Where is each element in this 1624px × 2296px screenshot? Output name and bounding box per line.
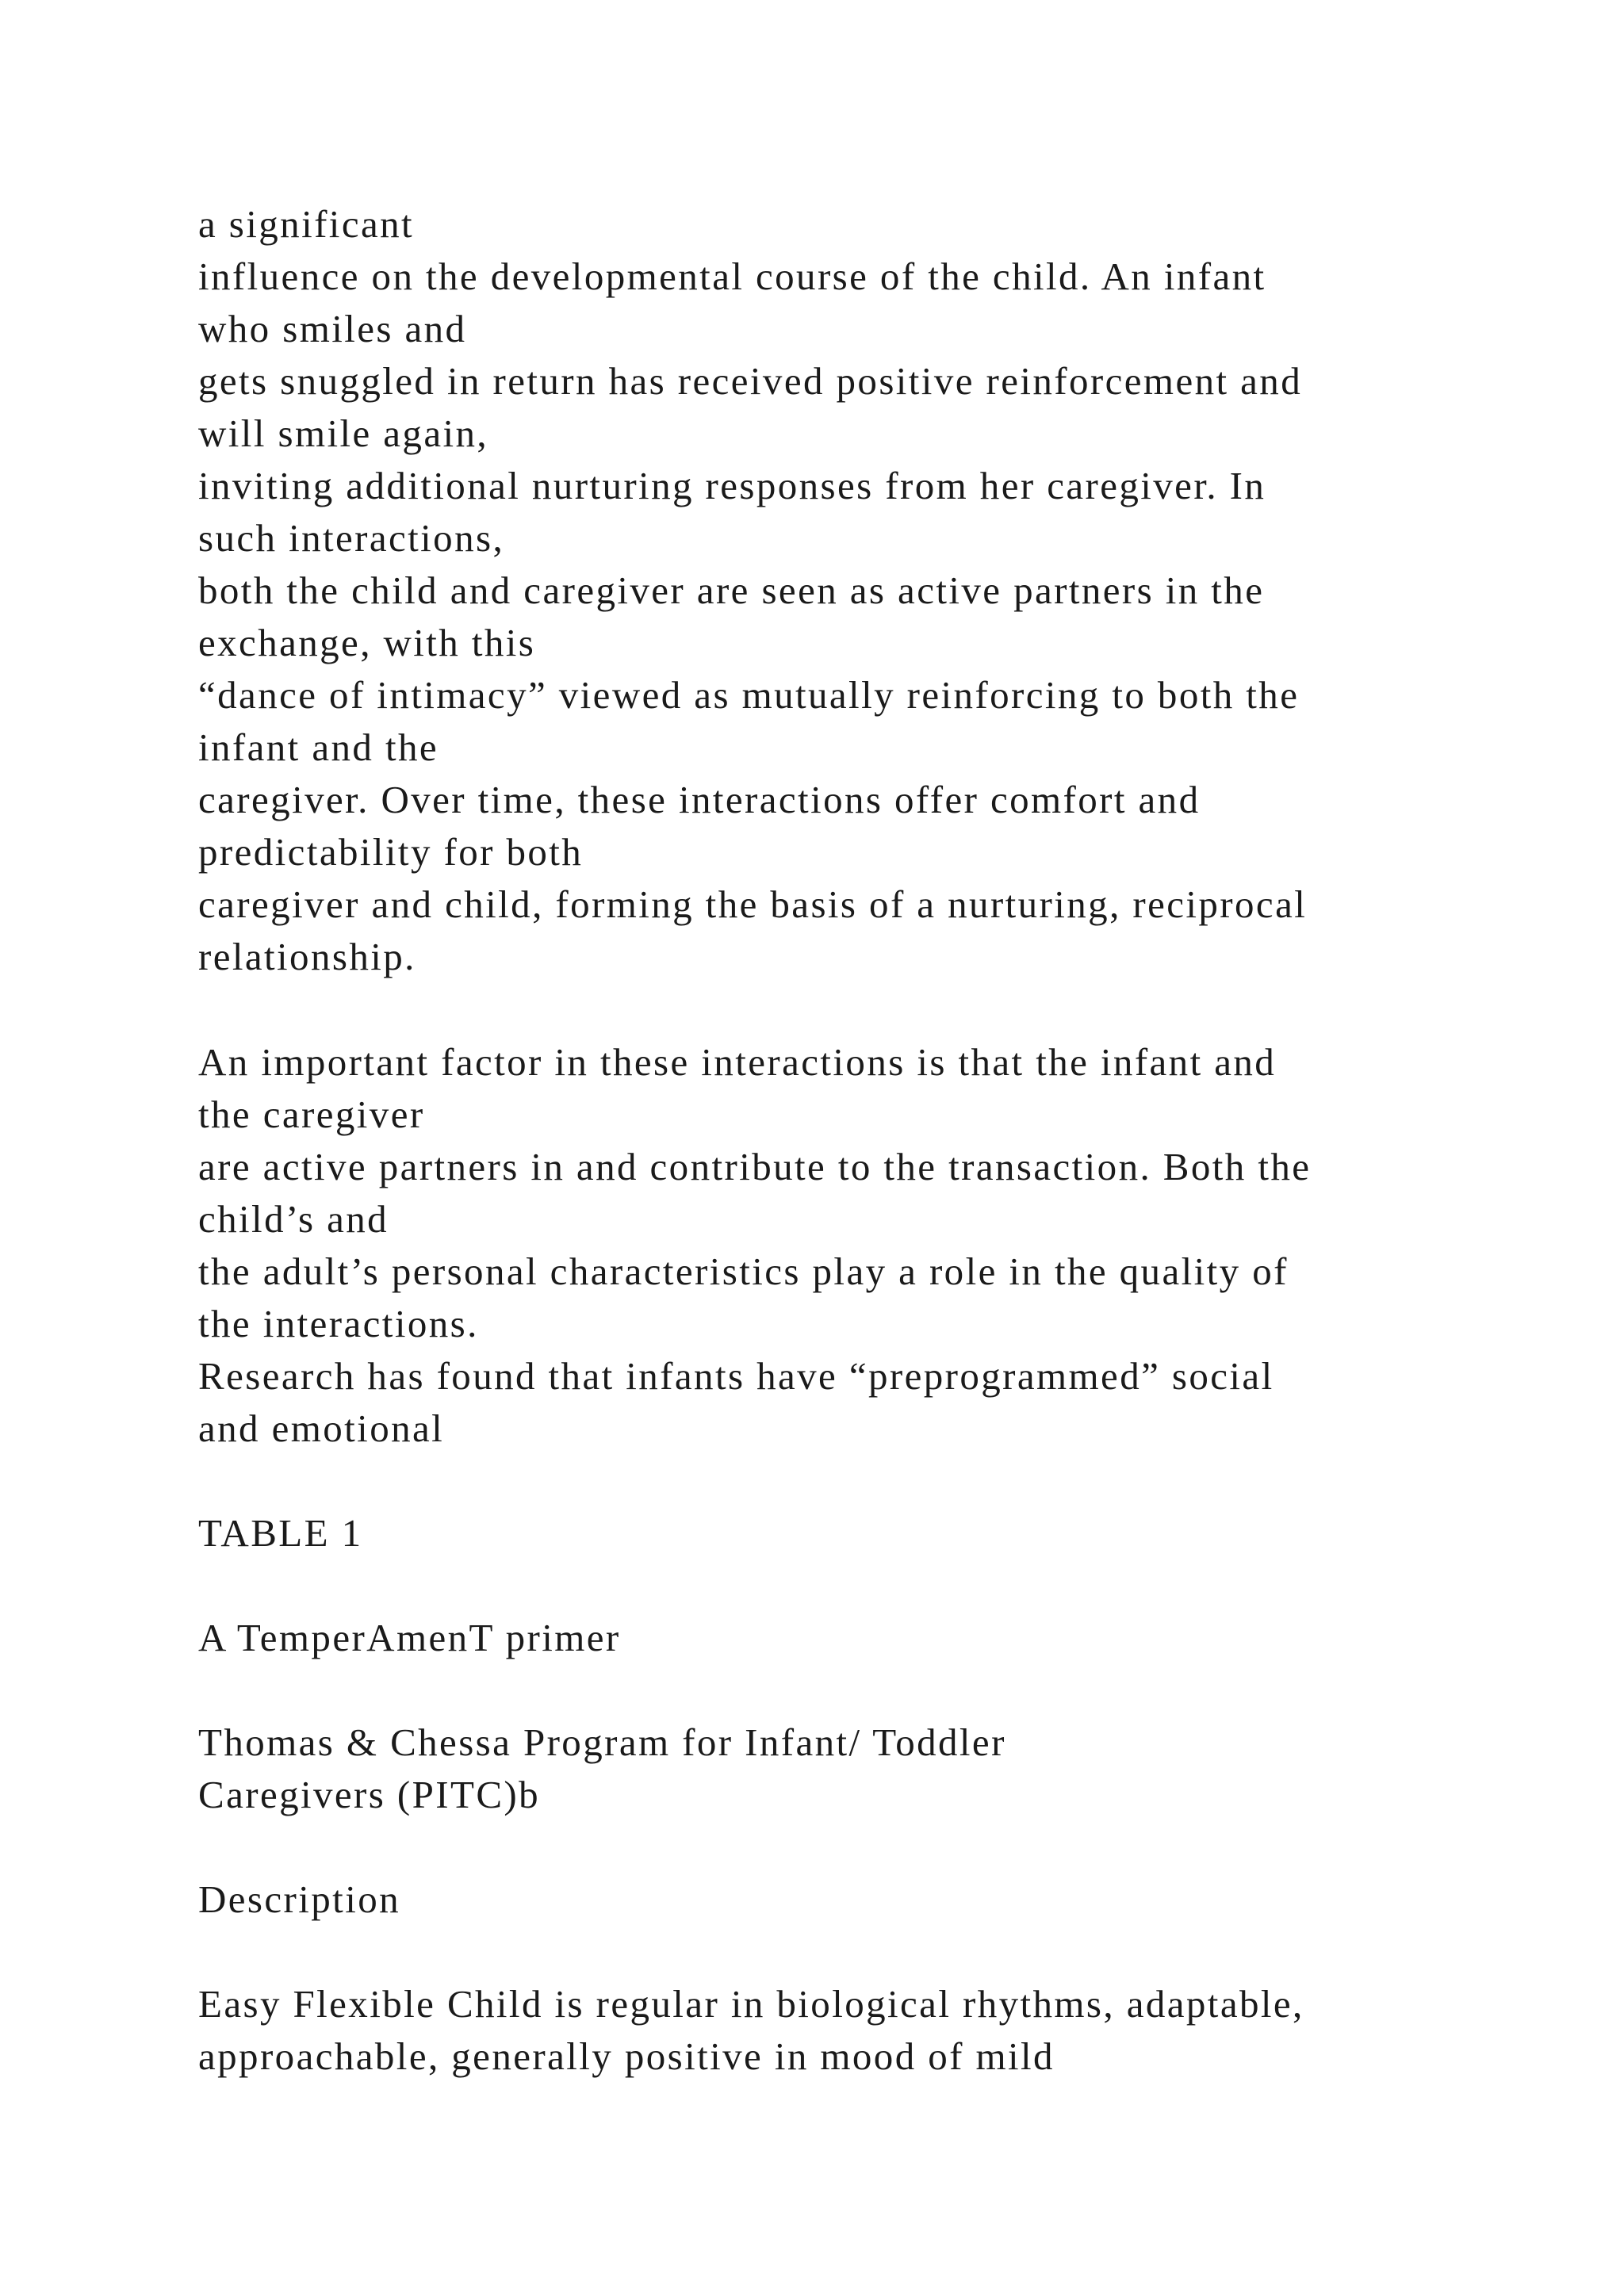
text-line: who smiles and <box>198 307 467 350</box>
text-line: the interactions. <box>198 1302 479 1345</box>
text-line: relationship. <box>198 935 416 978</box>
text-line: An important factor in these interactions is that the infant and <box>198 1040 1277 1084</box>
text-line: exchange, with this <box>198 621 536 664</box>
text-line: “dance of intimacy” viewed as mutually reinforcing to both the <box>198 673 1300 717</box>
table-cell-text: approachable, generally positive in mood of mild <box>198 2034 1055 2078</box>
text-line: influence on the developmental course of the child. An infant <box>198 254 1266 298</box>
text-line: gets snuggled in return has received positive reinforcement and <box>198 359 1303 403</box>
text-line: caregiver and child, forming the basis of a nurturing, reciprocal <box>198 882 1308 926</box>
text-line: caregiver. Over time, these interactions offer comfort and <box>198 778 1201 821</box>
text-line: a significant <box>198 202 415 246</box>
text-line: are active partners in and contribute to the transaction. Both the <box>198 1145 1312 1188</box>
table-column-header: Thomas & Chessa Program for Infant/ Toddler <box>198 1720 1006 1764</box>
text-line: the caregiver <box>198 1093 425 1136</box>
table-column-header: Description <box>198 1877 401 1921</box>
table-column-header: Caregivers (PITC)b <box>198 1773 541 1816</box>
text-line: Research has found that infants have “preprogrammed” social <box>198 1354 1274 1398</box>
text-line: infant and the <box>198 725 439 769</box>
text-line: inviting additional nurturing responses from her caregiver. In <box>198 464 1266 507</box>
text-line: predictability for both <box>198 830 584 874</box>
text-line: child’s and <box>198 1197 389 1241</box>
text-line: the adult’s personal characteristics play a role in the quality of <box>198 1249 1289 1293</box>
table-label: TABLE 1 <box>198 1511 363 1555</box>
text-line: and emotional <box>198 1406 445 1450</box>
table-title: A TemperAmenT primer <box>198 1616 621 1659</box>
table-cell-text: Easy Flexible Child is regular in biological rhythms, adaptable, <box>198 1982 1304 2026</box>
text-line: both the child and caregiver are seen as active partners in the <box>198 568 1265 612</box>
text-line: will smile again, <box>198 411 489 455</box>
text-line: such interactions, <box>198 516 505 560</box>
